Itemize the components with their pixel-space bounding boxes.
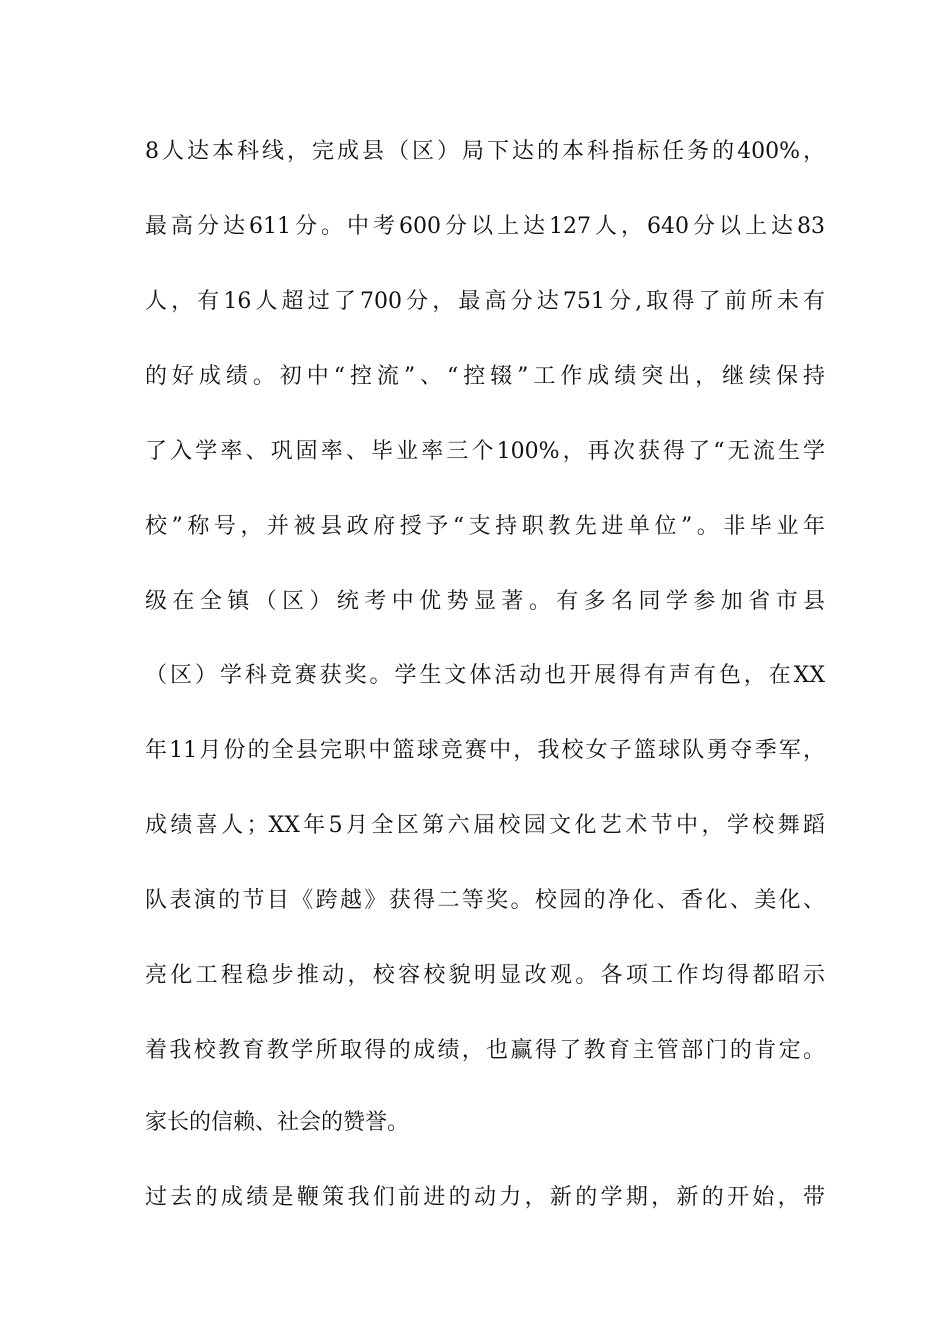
text-line: 最高分达611分。中考600分以上达127人，640分以上达83	[145, 214, 825, 239]
text-line: 过去的成绩是鞭策我们前进的动力，新的学期，新的开始，带	[145, 1185, 825, 1210]
text-line: （区）学科竞赛获奖。学生文体活动也开展得有声有色，在XX	[145, 663, 825, 688]
text-line: 年11月份的全县完职中篮球竞赛中，我校女子篮球队勇夺季军，	[145, 738, 825, 763]
text-line: 队表演的节目《跨越》获得二等奖。校园的净化、香化、美化、	[145, 888, 825, 913]
text-line: 的好成绩。初中“控流”、“控辍”工作成绩突出，继续保持	[145, 364, 825, 389]
text-line: 校”称号，并被县政府授予“支持职教先进单位”。非毕业年	[145, 514, 825, 539]
text-line: 亮化工程稳步推动，校容校貌明显改观。各项工作均得都昭示	[145, 963, 825, 988]
text-line: 着我校教育教学所取得的成绩，也赢得了教育主管部门的肯定。	[145, 1038, 825, 1063]
text-line: 8人达本科线，完成县（区）局下达的本科指标任务的400%，	[145, 139, 825, 164]
text-line: 人，有16人超过了700分，最高分达751分,取得了前所未有	[145, 289, 825, 314]
text-line: 了入学率、巩固率、毕业率三个100%，再次获得了“无流生学	[145, 439, 825, 464]
text-line: 家长的信赖、社会的赞誉。	[145, 1110, 410, 1135]
text-line: 级在全镇（区）统考中优势显著。有多名同学参加省市县	[145, 589, 825, 614]
text-line: 成绩喜人；XX年5月全区第六届校园文化艺术节中，学校舞蹈	[145, 813, 825, 838]
